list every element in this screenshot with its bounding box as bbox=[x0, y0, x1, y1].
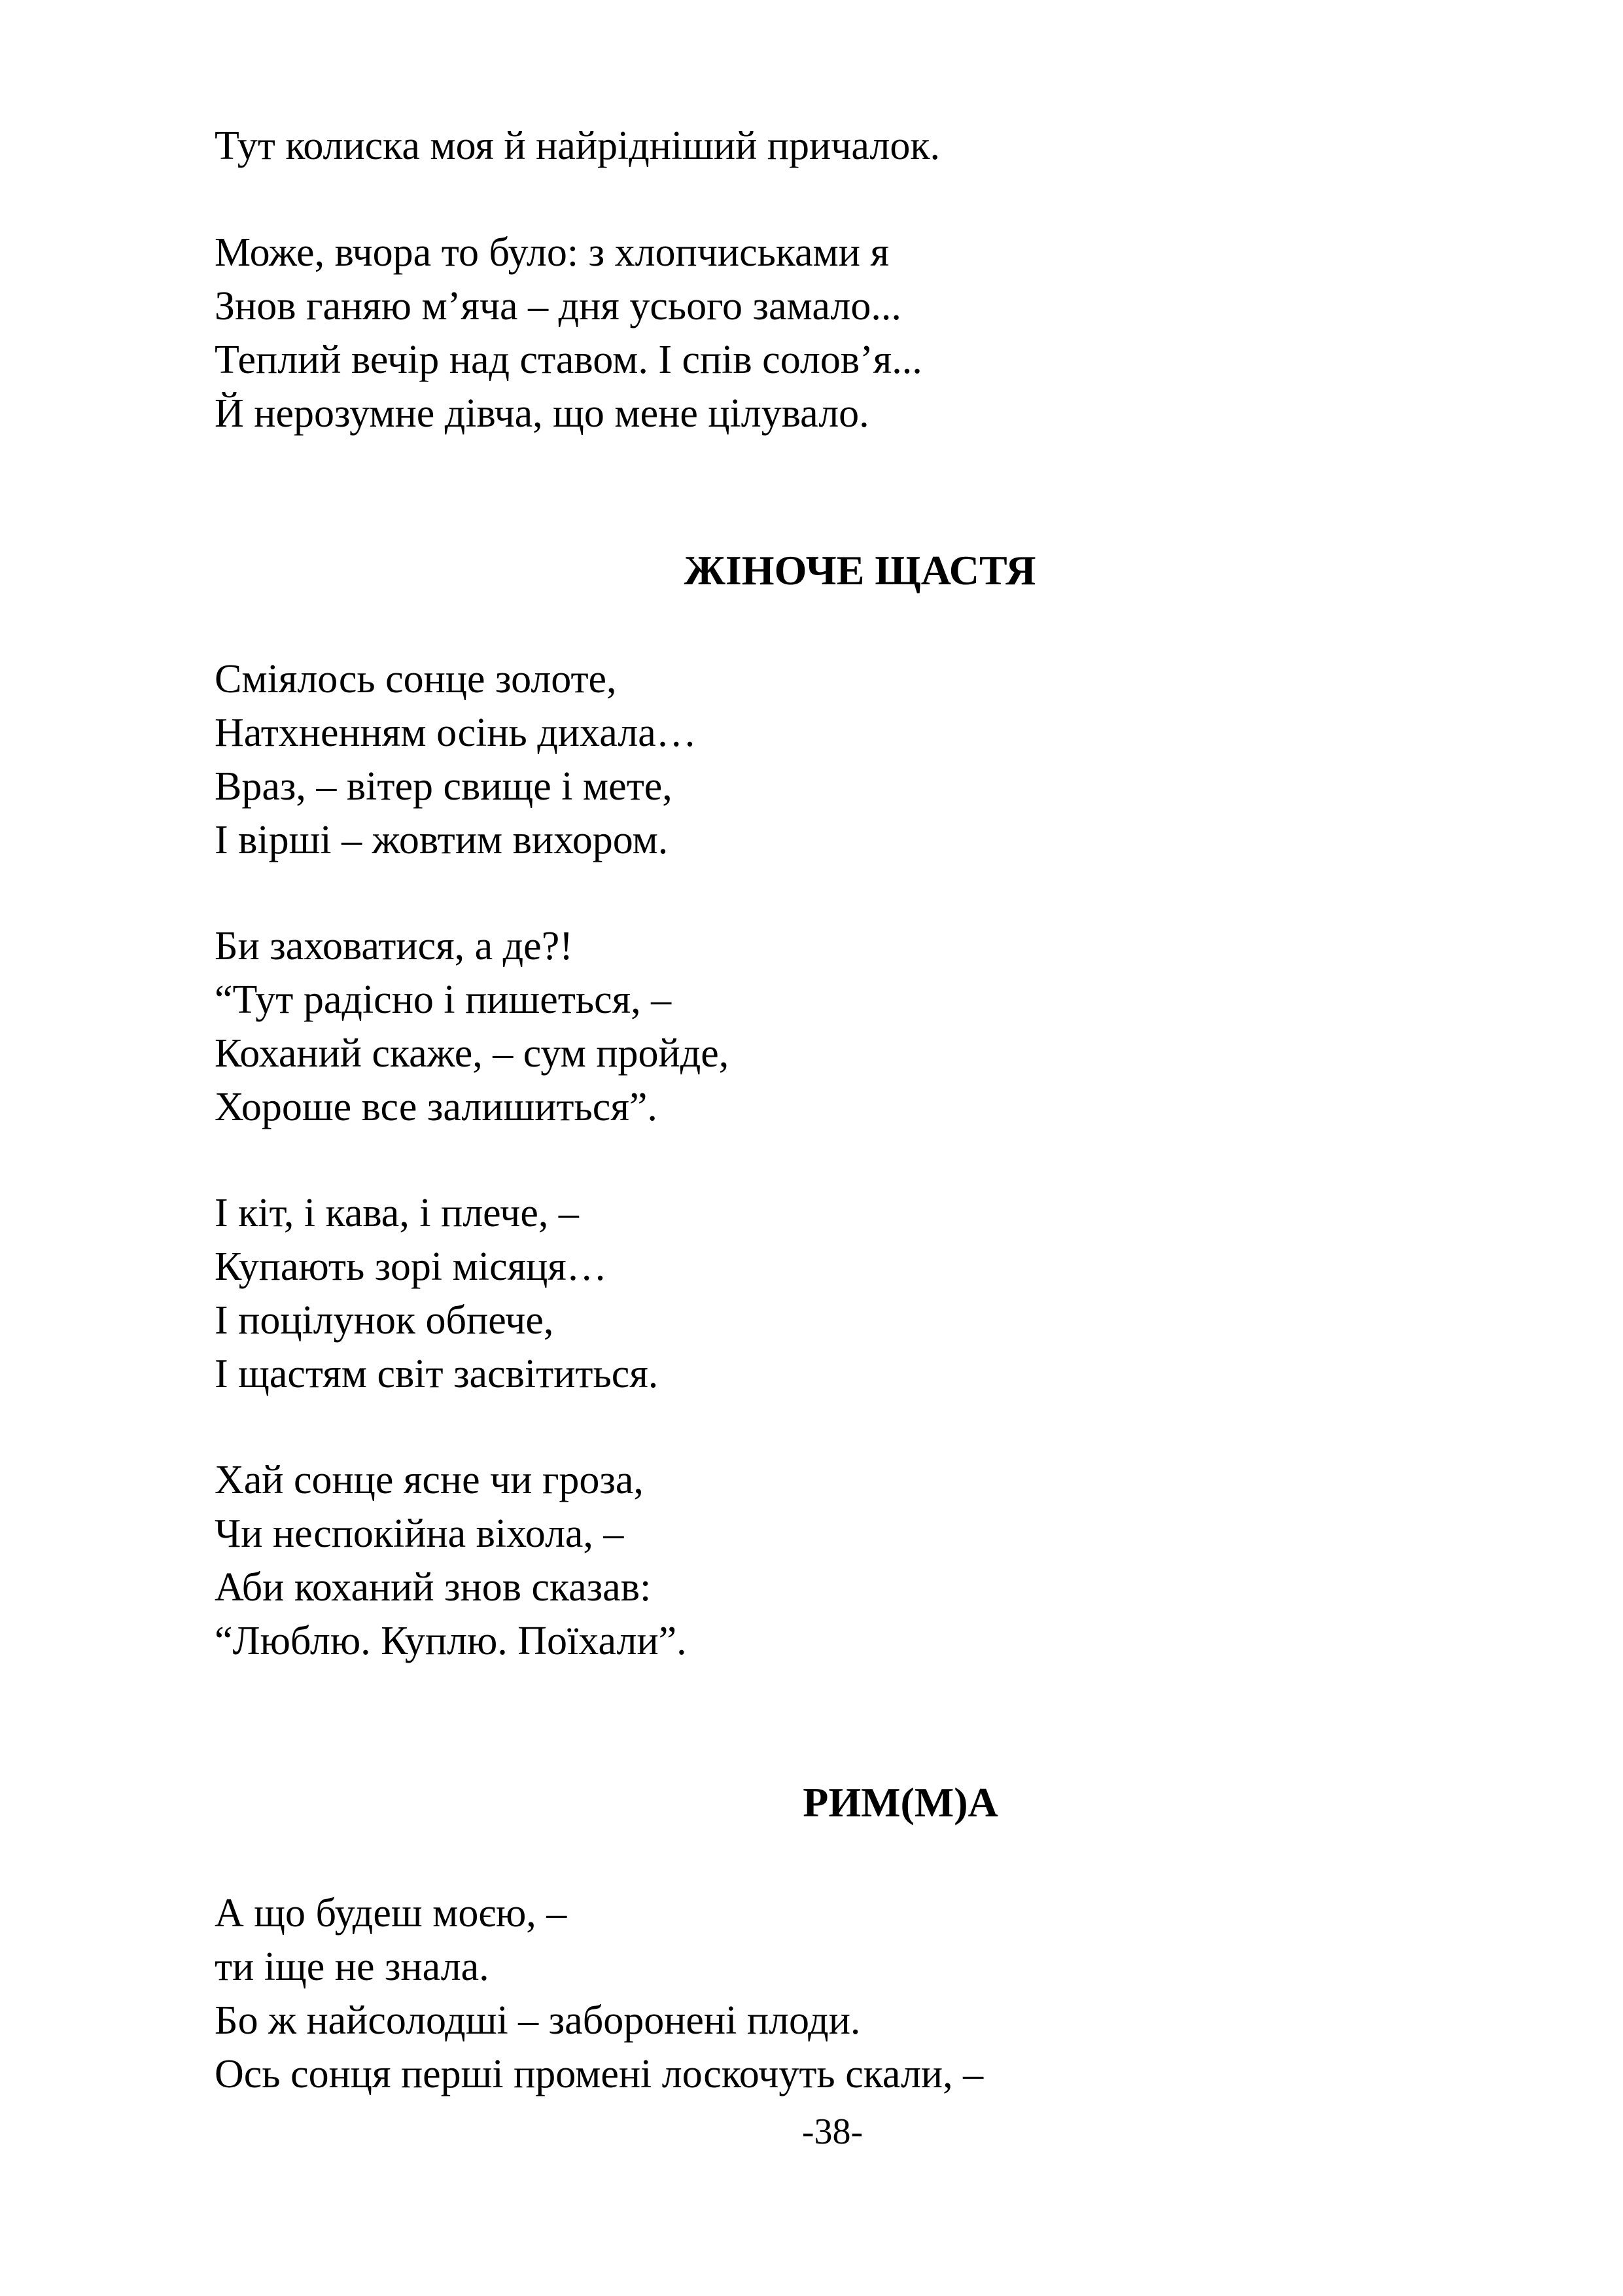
page-number: -38- bbox=[801, 2111, 864, 2152]
poem-line: Би заховатися, а де?! bbox=[215, 924, 573, 968]
poem-line: І вірші – жовтим вихором. bbox=[215, 818, 669, 862]
poem-title: РИМ(М)А bbox=[803, 1779, 998, 1826]
poem-line: Бо ж найсолодші – заборонені плоди. bbox=[215, 1998, 861, 2043]
intro-line: Тут колиска моя й найрідніший причалок. bbox=[215, 124, 940, 168]
poem-line: Чи неспокійна віхола, – bbox=[215, 1511, 624, 1556]
poem-line: А що будеш моєю, – bbox=[215, 1891, 567, 1935]
poem-line: І кіт, і кава, і плече, – bbox=[215, 1191, 579, 1235]
poem-line: Натхненням осінь дихала… bbox=[215, 711, 697, 755]
poem-line: Враз, – вітер свище і мете, bbox=[215, 764, 672, 809]
poem-line: “Люблю. Куплю. Поїхали”. bbox=[215, 1619, 687, 1663]
poem-line: Ось сонця перші промені лоскочуть скали, – bbox=[215, 2052, 984, 2096]
poem-line: І щастям світ засвітиться. bbox=[215, 1352, 659, 1396]
poem-line: Коханий скаже, – сум пройде, bbox=[215, 1031, 729, 1076]
poem-line: Аби коханий знов сказав: bbox=[215, 1565, 652, 1610]
intro-line: Й нерозумне дівча, що мене цілувало. bbox=[215, 391, 869, 436]
intro-line: Може, вчора то було: з хлопчиськами я bbox=[215, 230, 889, 275]
intro-line: Теплий вечір над ставом. І спів солов’я... bbox=[215, 338, 922, 382]
poem-line: ти іще не знала. bbox=[215, 1945, 489, 1989]
poem-line: Хай сонце ясне чи гроза, bbox=[215, 1458, 644, 1502]
poem-line: “Тут радісно і пишеться, – bbox=[215, 978, 672, 1022]
poem-line: Хороше все залишиться”. bbox=[215, 1085, 657, 1129]
poem-title: ЖІНОЧЕ ЩАСТЯ bbox=[684, 547, 1036, 593]
poem-line: І поцілунок обпече, bbox=[215, 1298, 554, 1343]
intro-line: Знов ганяю м’яча – дня усього замало... bbox=[215, 284, 901, 328]
poem-line: Купають зорі місяця… bbox=[215, 1245, 607, 1289]
poem-line: Сміялось сонце золоте, bbox=[215, 657, 617, 701]
